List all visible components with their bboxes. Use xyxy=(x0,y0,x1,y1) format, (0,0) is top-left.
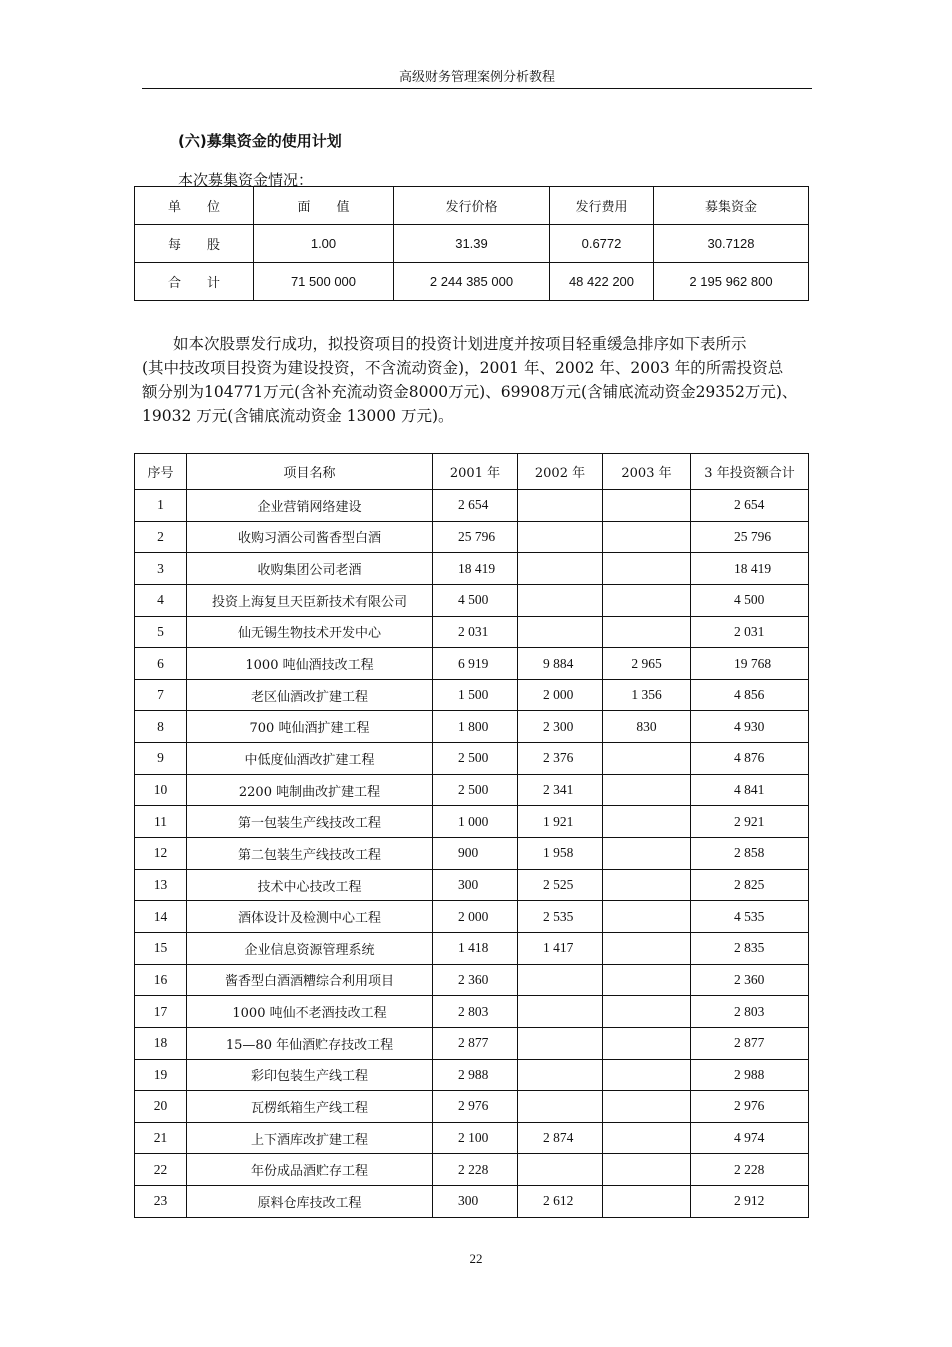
value-cell: 1.00 xyxy=(254,225,394,263)
value-cell: 6 919 xyxy=(433,648,518,680)
table-row xyxy=(135,648,809,680)
value-cell: 2 500 xyxy=(433,743,518,775)
table-row xyxy=(135,1091,809,1123)
row-number-cell: 21 xyxy=(135,1122,187,1154)
value-cell: 2 965 xyxy=(603,648,691,680)
row-number-cell: 17 xyxy=(135,996,187,1028)
row-number-cell: 13 xyxy=(135,869,187,901)
project-name-cell: 上下酒库改扩建工程 xyxy=(187,1122,433,1154)
value-cell xyxy=(518,1059,603,1091)
value-cell xyxy=(603,490,691,522)
value-cell: 2 803 xyxy=(433,996,518,1028)
section-title: (六)募集资金的使用计划 xyxy=(178,132,342,150)
value-cell xyxy=(603,1027,691,1059)
total-cell: 4 876 xyxy=(691,743,809,775)
value-cell: 900 xyxy=(433,838,518,870)
total-cell: 2 803 xyxy=(691,996,809,1028)
value-cell: 18 419 xyxy=(433,553,518,585)
value-cell: 1 417 xyxy=(518,932,603,964)
value-cell: 2 877 xyxy=(433,1027,518,1059)
total-cell: 4 856 xyxy=(691,679,809,711)
table-row xyxy=(135,711,809,743)
value-cell: 1 958 xyxy=(518,838,603,870)
row-number-cell: 9 xyxy=(135,743,187,775)
value-cell xyxy=(603,806,691,838)
value-cell xyxy=(603,774,691,806)
project-name-cell: 彩印包装生产线工程 xyxy=(187,1059,433,1091)
fund-table xyxy=(134,186,809,301)
project-name-cell: 酒体设计及检测中心工程 xyxy=(187,901,433,933)
page-number: 22 xyxy=(469,1251,483,1266)
value-cell xyxy=(518,521,603,553)
row-number-cell: 6 xyxy=(135,648,187,680)
value-cell: 9 884 xyxy=(518,648,603,680)
value-cell xyxy=(603,1059,691,1091)
value-cell xyxy=(603,932,691,964)
total-cell: 2 877 xyxy=(691,1027,809,1059)
table-row xyxy=(135,838,809,870)
table-row xyxy=(135,1186,809,1218)
value-cell: 2 612 xyxy=(518,1186,603,1218)
table-row xyxy=(135,743,809,775)
paragraph-line: (其中技改项目投资为建设投资，不含流动资金)，2001 年、2002 年、2003 年的所需投资总 xyxy=(142,359,784,377)
header-cell: 面 值 xyxy=(254,187,394,225)
value-cell: 1 921 xyxy=(518,806,603,838)
header-cell: 发行价格 xyxy=(394,187,550,225)
total-cell: 2 228 xyxy=(691,1154,809,1186)
table-row xyxy=(135,932,809,964)
table-row xyxy=(135,616,809,648)
row-label-cell: 每 股 xyxy=(135,225,254,263)
value-cell xyxy=(518,1091,603,1123)
total-cell: 2 031 xyxy=(691,616,809,648)
project-name-cell: 企业营销网络建设 xyxy=(187,490,433,522)
value-cell: 2 525 xyxy=(518,869,603,901)
table-row xyxy=(135,521,809,553)
value-cell: 2 341 xyxy=(518,774,603,806)
project-name-cell: 2200 吨制曲改扩建工程 xyxy=(187,774,433,806)
project-name-cell: 第二包装生产线技改工程 xyxy=(187,838,433,870)
table-row xyxy=(135,1059,809,1091)
value-cell: 2 000 xyxy=(433,901,518,933)
value-cell: 0.6772 xyxy=(550,225,654,263)
header-cell: 发行费用 xyxy=(550,187,654,225)
value-cell: 2 244 385 000 xyxy=(394,263,550,301)
value-cell xyxy=(603,1091,691,1123)
total-cell: 4 841 xyxy=(691,774,809,806)
project-name-cell: 收购习酒公司酱香型白酒 xyxy=(187,521,433,553)
table-row xyxy=(135,1154,809,1186)
project-name-cell: 年份成品酒贮存工程 xyxy=(187,1154,433,1186)
value-cell xyxy=(603,743,691,775)
project-name-cell: 瓦楞纸箱生产线工程 xyxy=(187,1091,433,1123)
header-cell: 2001 年 xyxy=(433,454,518,490)
value-cell: 2 988 xyxy=(433,1059,518,1091)
project-name-cell: 酱香型白酒酒糟综合利用项目 xyxy=(187,964,433,996)
row-number-cell: 10 xyxy=(135,774,187,806)
table-row xyxy=(135,225,809,263)
value-cell: 300 xyxy=(433,1186,518,1218)
row-number-cell: 14 xyxy=(135,901,187,933)
project-table-header-row xyxy=(135,454,809,490)
value-cell: 2 195 962 800 xyxy=(654,263,809,301)
table-row xyxy=(135,901,809,933)
value-cell: 2 031 xyxy=(433,616,518,648)
value-cell xyxy=(518,490,603,522)
total-cell: 2 921 xyxy=(691,806,809,838)
value-cell: 2 874 xyxy=(518,1122,603,1154)
value-cell xyxy=(518,553,603,585)
value-cell: 1 000 xyxy=(433,806,518,838)
total-cell: 2 912 xyxy=(691,1186,809,1218)
row-number-cell: 8 xyxy=(135,711,187,743)
row-number-cell: 11 xyxy=(135,806,187,838)
value-cell: 2 976 xyxy=(433,1091,518,1123)
value-cell xyxy=(603,616,691,648)
value-cell: 2 376 xyxy=(518,743,603,775)
value-cell: 71 500 000 xyxy=(254,263,394,301)
value-cell xyxy=(603,521,691,553)
value-cell: 2 300 xyxy=(518,711,603,743)
fund-table-header-row xyxy=(135,187,809,225)
value-cell: 300 xyxy=(433,869,518,901)
total-cell: 4 535 xyxy=(691,901,809,933)
row-number-cell: 2 xyxy=(135,521,187,553)
value-cell xyxy=(603,869,691,901)
value-cell xyxy=(518,964,603,996)
project-name-cell: 老区仙酒改扩建工程 xyxy=(187,679,433,711)
paragraph-line: 额分别为104771万元(含补充流动资金8000万元)、69908万元(含铺底流动资金29352万元)、 xyxy=(142,383,798,401)
project-name-cell: 投资上海复旦天臣新技术有限公司 xyxy=(187,584,433,616)
value-cell: 1 418 xyxy=(433,932,518,964)
value-cell: 48 422 200 xyxy=(550,263,654,301)
fund-table-caption: 本次募集资金情况： xyxy=(178,171,314,189)
total-cell: 19 768 xyxy=(691,648,809,680)
total-cell: 4 500 xyxy=(691,584,809,616)
value-cell xyxy=(603,838,691,870)
row-number-cell: 22 xyxy=(135,1154,187,1186)
table-row xyxy=(135,1122,809,1154)
total-cell: 2 360 xyxy=(691,964,809,996)
value-cell xyxy=(603,1122,691,1154)
value-cell xyxy=(603,1154,691,1186)
header-cell: 3 年投资额合计 xyxy=(691,454,809,490)
row-number-cell: 20 xyxy=(135,1091,187,1123)
project-name-cell: 中低度仙酒改扩建工程 xyxy=(187,743,433,775)
value-cell xyxy=(518,1154,603,1186)
table-row xyxy=(135,964,809,996)
row-number-cell: 18 xyxy=(135,1027,187,1059)
project-name-cell: 1000 吨仙不老酒技改工程 xyxy=(187,996,433,1028)
total-cell: 2 835 xyxy=(691,932,809,964)
value-cell xyxy=(518,1027,603,1059)
table-row xyxy=(135,869,809,901)
project-name-cell: 1000 吨仙酒技改工程 xyxy=(187,648,433,680)
value-cell: 31.39 xyxy=(394,225,550,263)
project-table xyxy=(134,453,809,1218)
project-name-cell: 原料仓库技改工程 xyxy=(187,1186,433,1218)
value-cell xyxy=(603,553,691,585)
table-row xyxy=(135,679,809,711)
value-cell xyxy=(518,584,603,616)
header-cell: 2002 年 xyxy=(518,454,603,490)
value-cell: 2 500 xyxy=(433,774,518,806)
value-cell xyxy=(603,584,691,616)
row-number-cell: 5 xyxy=(135,616,187,648)
value-cell xyxy=(518,616,603,648)
value-cell: 2 654 xyxy=(433,490,518,522)
header-cell: 单 位 xyxy=(135,187,254,225)
value-cell: 2 000 xyxy=(518,679,603,711)
table-row xyxy=(135,1027,809,1059)
row-number-cell: 19 xyxy=(135,1059,187,1091)
value-cell: 1 500 xyxy=(433,679,518,711)
paragraph-line: 19032 万元(含铺底流动资金 13000 万元)。 xyxy=(142,407,454,425)
total-cell: 4 974 xyxy=(691,1122,809,1154)
project-name-cell: 企业信息资源管理系统 xyxy=(187,932,433,964)
investment-paragraph xyxy=(142,332,810,428)
value-cell: 30.7128 xyxy=(654,225,809,263)
project-name-cell: 第一包装生产线技改工程 xyxy=(187,806,433,838)
total-cell: 25 796 xyxy=(691,521,809,553)
paragraph-line: 如本次股票发行成功，拟投资项目的投资计划进度并按项目轻重缓急排序如下表所示 xyxy=(173,335,747,353)
row-number-cell: 12 xyxy=(135,838,187,870)
value-cell xyxy=(518,996,603,1028)
value-cell: 4 500 xyxy=(433,584,518,616)
row-number-cell: 4 xyxy=(135,584,187,616)
value-cell: 2 100 xyxy=(433,1122,518,1154)
value-cell: 25 796 xyxy=(433,521,518,553)
value-cell xyxy=(603,964,691,996)
project-name-cell: 15—80 年仙酒贮存技改工程 xyxy=(187,1027,433,1059)
row-number-cell: 3 xyxy=(135,553,187,585)
project-name-cell: 技术中心技改工程 xyxy=(187,869,433,901)
running-header: 高级财务管理案例分析教程 xyxy=(398,70,555,85)
table-row xyxy=(135,774,809,806)
value-cell xyxy=(603,996,691,1028)
row-number-cell: 7 xyxy=(135,679,187,711)
total-cell: 2 976 xyxy=(691,1091,809,1123)
table-row xyxy=(135,996,809,1028)
table-row xyxy=(135,584,809,616)
project-name-cell: 700 吨仙酒扩建工程 xyxy=(187,711,433,743)
table-row xyxy=(135,806,809,838)
value-cell: 2 228 xyxy=(433,1154,518,1186)
value-cell xyxy=(603,901,691,933)
total-cell: 2 825 xyxy=(691,869,809,901)
table-row xyxy=(135,263,809,301)
total-cell: 18 419 xyxy=(691,553,809,585)
value-cell: 830 xyxy=(603,711,691,743)
header-cell: 序号 xyxy=(135,454,187,490)
project-name-cell: 仙无锡生物技术开发中心 xyxy=(187,616,433,648)
header-cell: 募集资金 xyxy=(654,187,809,225)
total-cell: 2 988 xyxy=(691,1059,809,1091)
table-row xyxy=(135,490,809,522)
row-number-cell: 23 xyxy=(135,1186,187,1218)
project-name-cell: 收购集团公司老酒 xyxy=(187,553,433,585)
value-cell: 1 800 xyxy=(433,711,518,743)
header-cell: 项目名称 xyxy=(187,454,433,490)
row-number-cell: 16 xyxy=(135,964,187,996)
header-cell: 2003 年 xyxy=(603,454,691,490)
total-cell: 2 858 xyxy=(691,838,809,870)
header-rule xyxy=(142,88,812,89)
row-label-cell: 合 计 xyxy=(135,263,254,301)
table-row xyxy=(135,553,809,585)
total-cell: 2 654 xyxy=(691,490,809,522)
value-cell: 1 356 xyxy=(603,679,691,711)
total-cell: 4 930 xyxy=(691,711,809,743)
value-cell xyxy=(603,1186,691,1218)
row-number-cell: 1 xyxy=(135,490,187,522)
row-number-cell: 15 xyxy=(135,932,187,964)
value-cell: 2 360 xyxy=(433,964,518,996)
value-cell: 2 535 xyxy=(518,901,603,933)
